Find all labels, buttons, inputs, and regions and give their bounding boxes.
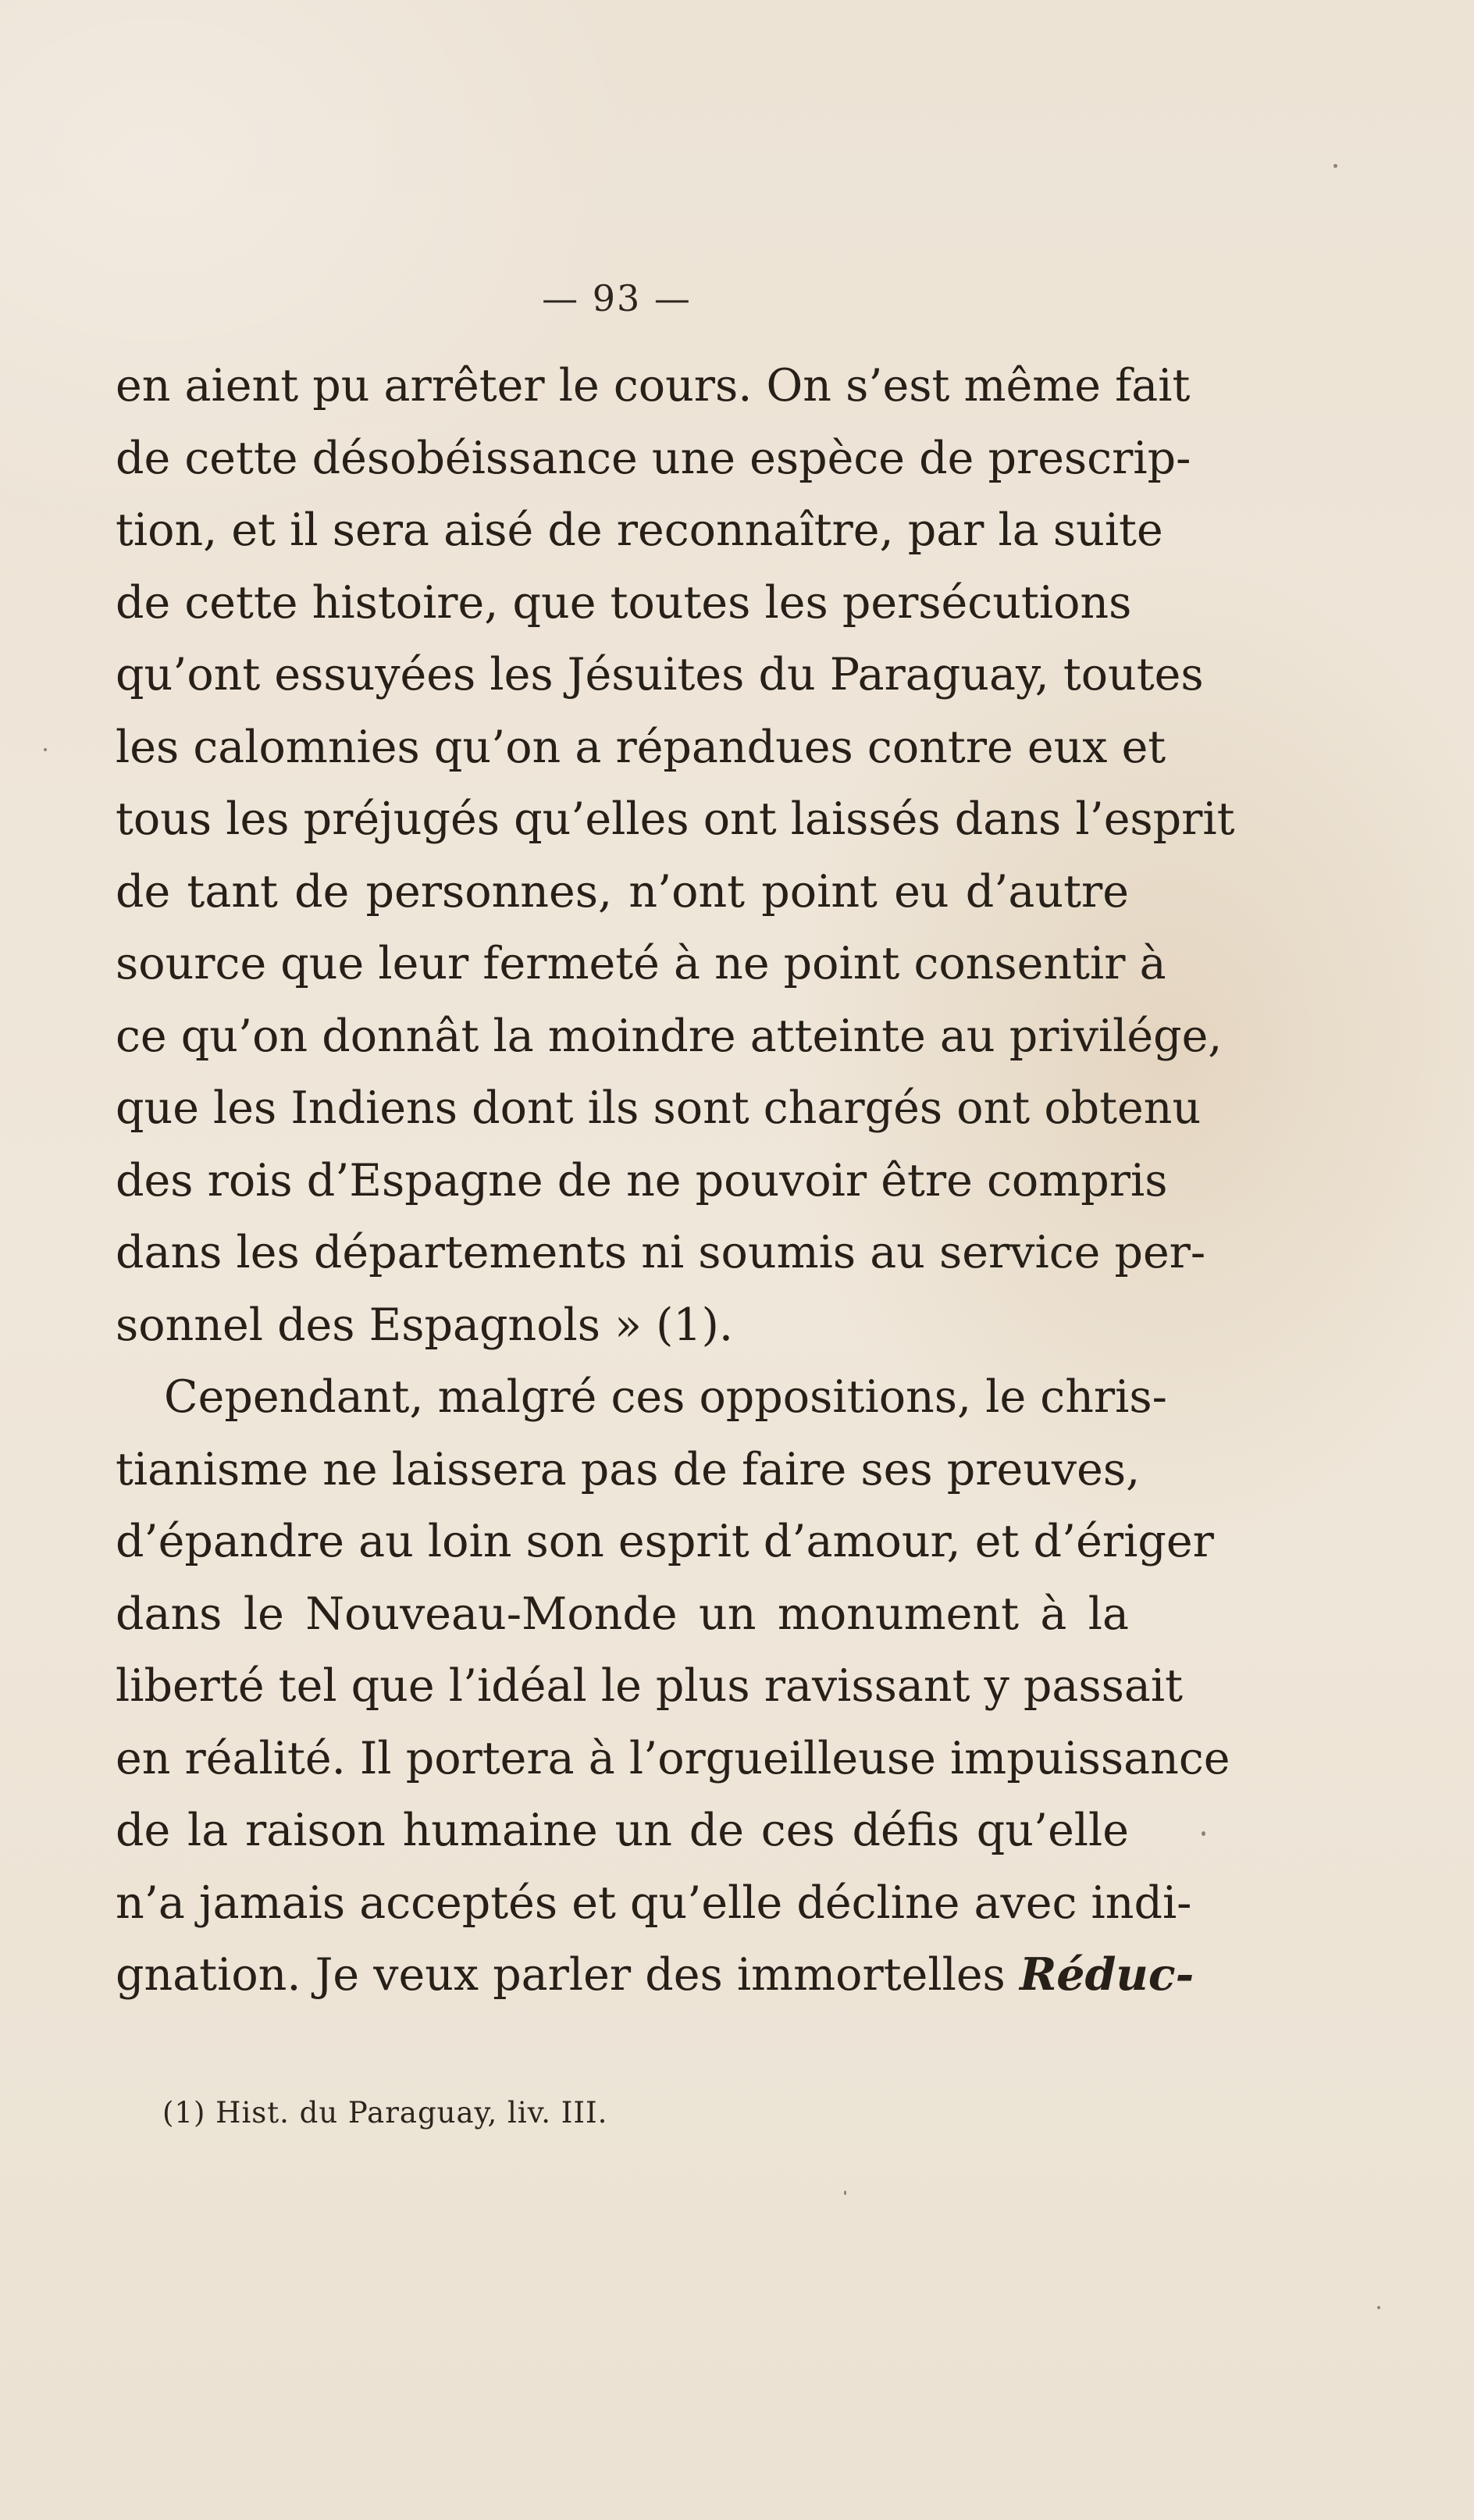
paper-speck: [1333, 164, 1337, 168]
text-line: Cependant, malgré ces oppositions, le chris-: [164, 1371, 1167, 1423]
text-line: dans les départements ni soumis au service per-: [116, 1227, 1206, 1278]
text-line: tianisme ne laissera pas de faire ses preuves,: [116, 1443, 1141, 1495]
text-line: d’épandre au loin son esprit d’amour, et d’ériger: [116, 1516, 1214, 1567]
text-line: des rois d’Espagne de ne pouvoir être compris: [116, 1154, 1168, 1207]
paper-speck: [1202, 1831, 1205, 1836]
text-line: tous les préjugés qu’elles ont laissés dans l’esprit: [116, 793, 1235, 845]
text-line: en aient pu arrêter le cours. On s’est même fait: [116, 360, 1191, 412]
text-line-roman: gnation. Je veux parler des immortelles: [116, 1949, 1006, 2001]
text-line: ce qu’on donnât la moindre atteinte au privilége,: [116, 1010, 1223, 1062]
text-line: de cette désobéissance une espèce de prescrip-: [116, 432, 1191, 484]
text-line: liberté tel que l’idéal le plus ravissant y passait: [116, 1660, 1184, 1712]
text-line: n’a jamais acceptés et qu’elle décline avec indi-: [116, 1877, 1192, 1929]
footnote: (1) Hist. du Paraguay, liv. III.: [162, 2096, 608, 2130]
text-line: que les Indiens dont ils sont chargés ont obtenu: [116, 1082, 1202, 1134]
paper-speck: [844, 2190, 846, 2195]
page-number: — 93 —: [542, 277, 692, 319]
text-line: tion, et il sera aisé de reconnaître, par la suite: [116, 504, 1163, 556]
paper-speck: [44, 748, 47, 751]
text-line: source que leur fermeté à ne point consentir à: [116, 938, 1166, 989]
text-line: de cette histoire, que toutes les persécutions: [116, 576, 1132, 629]
text-line: de la raison humaine un de ces défis qu’elle: [116, 1805, 1129, 1856]
text-line: sonnel des Espagnols » (1).: [116, 1299, 733, 1351]
text-line-final: [116, 1939, 1195, 2012]
italic-word: Réduc-: [1019, 1948, 1195, 2001]
text-line: les calomnies qu’on a répandues contre eux et: [116, 721, 1166, 773]
body-text: [116, 350, 1235, 2012]
text-line: de tant de personnes, n’ont point eu d’autre: [116, 865, 1129, 918]
paper-speck: [1377, 2306, 1380, 2309]
text-line: dans le Nouveau-Monde un monument à la: [116, 1588, 1129, 1640]
text-line: en réalité. Il portera à l’orgueilleuse impuissance: [116, 1732, 1230, 1784]
text-line: qu’ont essuyées les Jésuites du Paraguay, toutes: [116, 649, 1204, 700]
